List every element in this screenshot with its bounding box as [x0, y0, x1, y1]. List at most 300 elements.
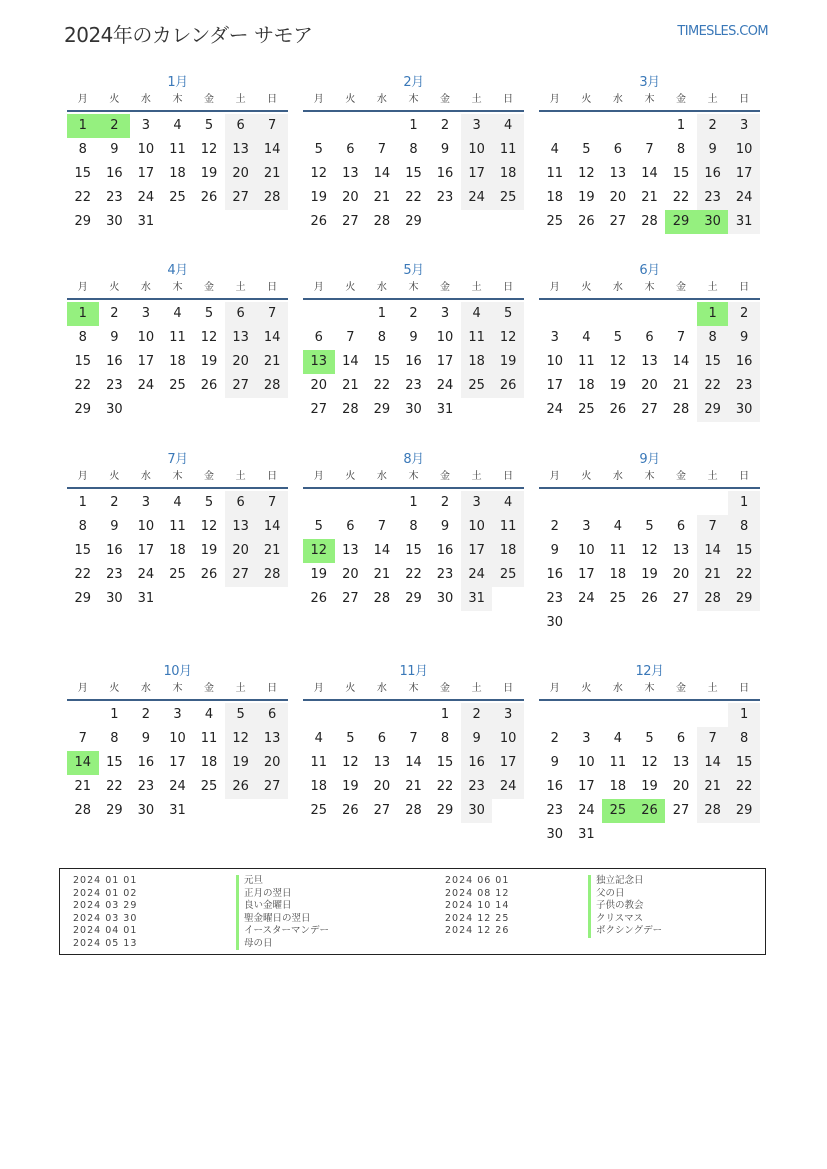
day-cell: 6 [314, 330, 323, 345]
day-cell: 22 [74, 378, 92, 393]
day-cell: 2 [110, 306, 119, 321]
empty-cell [571, 491, 603, 515]
weekday-label: 木 [172, 282, 183, 293]
weekday-label: 木 [172, 683, 183, 694]
day-cell: 16 [697, 162, 729, 186]
day-cell: 24 [137, 190, 155, 205]
day-cell: 30 [436, 591, 454, 606]
day-cell: 20 [641, 378, 658, 393]
weekday-header [303, 92, 524, 112]
day-cell: 30 [106, 402, 123, 417]
day-cell: 11 [169, 519, 186, 534]
legend-right-names [588, 875, 662, 938]
day-cell: 29 [728, 587, 760, 611]
day-cell: 13 [672, 755, 690, 770]
day-cell: 4 [173, 306, 182, 321]
weekday-label: 金 [204, 683, 215, 694]
day-cell: 2 [461, 703, 493, 727]
day-cell: 15 [436, 755, 454, 770]
weekday-header [67, 469, 288, 489]
day-cell: 5 [225, 703, 257, 727]
day-cell: 29 [436, 803, 454, 818]
empty-cell [303, 114, 335, 138]
day-cell: 17 [578, 779, 595, 794]
weekday-label: 月 [313, 94, 324, 105]
day-cell: 18 [578, 378, 595, 393]
day-cell: 29 [106, 803, 123, 818]
day-cell: 17 [137, 354, 155, 369]
day-cell: 16 [106, 543, 123, 558]
day-cell: 10 [169, 731, 186, 746]
day-cell: 6 [377, 731, 387, 746]
day-cell: 5 [492, 302, 524, 326]
day-cell: 10 [578, 755, 595, 770]
day-cell: 25 [461, 374, 493, 398]
day-cell: 4 [613, 519, 623, 534]
day-cell: 25 [200, 779, 218, 794]
day-cell: 22 [728, 563, 760, 587]
weekday-label: 水 [612, 282, 623, 293]
day-cell: 17 [169, 755, 186, 770]
day-cell: 15 [106, 755, 123, 770]
day-cell: 24 [461, 186, 493, 210]
weekday-label: 火 [581, 94, 592, 105]
day-cell: 27 [256, 775, 288, 799]
empty-cell [539, 703, 571, 727]
day-cell: 28 [74, 803, 92, 818]
month-3 [539, 74, 760, 234]
month-name: 4月 [167, 263, 188, 278]
weekday-label: 日 [739, 471, 750, 482]
day-cell: 18 [169, 354, 186, 369]
day-cell: 13 [641, 354, 658, 369]
day-cell: 27 [225, 563, 257, 587]
weekday-label: 月 [313, 471, 324, 482]
day-cell: 21 [697, 775, 729, 799]
month-2 [303, 74, 524, 234]
weekday-label: 木 [644, 94, 655, 105]
weekday-label: 木 [644, 471, 655, 482]
day-cell: 19 [609, 378, 627, 393]
day-cell: 26 [634, 799, 666, 823]
weekday-label: 火 [581, 282, 592, 293]
day-cell: 1 [377, 306, 387, 321]
weekday-label: 木 [644, 282, 655, 293]
day-cell: 30 [728, 398, 760, 422]
weekday-label: 水 [376, 94, 387, 105]
day-cell: 17 [578, 567, 595, 582]
day-cell: 5 [314, 519, 323, 534]
weekday-label: 土 [471, 471, 482, 482]
day-cell: 6 [225, 302, 257, 326]
day-cell: 7 [676, 330, 686, 345]
empty-cell [398, 703, 430, 727]
weekday-label: 水 [612, 471, 623, 482]
day-cell: 23 [106, 190, 123, 205]
legend-left-names [236, 875, 329, 950]
weekday-label: 日 [267, 471, 278, 482]
month-8 [303, 451, 524, 611]
month-10 [67, 663, 288, 823]
weekday-label: 土 [235, 282, 246, 293]
day-cell: 9 [728, 326, 760, 350]
day-grid [67, 491, 288, 611]
weekday-label: 月 [549, 282, 560, 293]
day-cell: 20 [609, 190, 627, 205]
day-cell: 20 [373, 779, 391, 794]
day-cell: 15 [728, 539, 760, 563]
month-9 [539, 451, 760, 635]
day-cell: 21 [672, 378, 690, 393]
day-cell: 8 [78, 142, 87, 157]
day-cell: 30 [405, 402, 422, 417]
empty-cell [602, 703, 634, 727]
day-cell: 13 [342, 543, 359, 558]
day-cell: 12 [609, 354, 627, 369]
empty-cell [335, 302, 367, 326]
day-cell: 22 [373, 378, 391, 393]
day-cell: 14 [373, 166, 391, 181]
empty-cell [634, 114, 666, 138]
day-cell: 30 [546, 615, 564, 630]
day-cell: 12 [641, 543, 658, 558]
day-cell: 9 [110, 142, 119, 157]
empty-cell [539, 114, 571, 138]
day-cell: 28 [256, 374, 288, 398]
day-cell: 15 [74, 543, 92, 558]
day-cell: 6 [256, 703, 288, 727]
day-cell: 17 [461, 162, 493, 186]
day-cell: 26 [578, 214, 595, 229]
day-cell: 6 [225, 491, 257, 515]
day-cell: 18 [546, 190, 564, 205]
weekday-label: 土 [235, 683, 246, 694]
day-cell: 19 [200, 354, 218, 369]
day-cell: 21 [256, 162, 288, 186]
empty-cell [634, 703, 666, 727]
day-cell: 15 [405, 166, 422, 181]
empty-cell [539, 302, 571, 326]
day-cell: 19 [641, 567, 658, 582]
day-cell: 14 [641, 166, 658, 181]
empty-cell [602, 302, 634, 326]
day-cell: 24 [436, 378, 454, 393]
empty-cell [67, 703, 99, 727]
empty-cell [571, 703, 603, 727]
legend-date: 2024 05 13 [73, 937, 138, 949]
day-cell: 7 [697, 727, 729, 751]
day-cell: 1 [440, 707, 450, 722]
weekday-label: 火 [109, 683, 120, 694]
day-cell: 22 [672, 190, 690, 205]
day-cell: 3 [461, 491, 493, 515]
legend-holiday-name: イースターマンデー [236, 925, 329, 938]
day-cell: 12 [200, 519, 218, 534]
day-cell: 22 [405, 567, 422, 582]
day-cell: 26 [225, 775, 257, 799]
day-cell: 3 [440, 306, 450, 321]
day-cell: 21 [373, 190, 391, 205]
empty-cell [571, 114, 603, 138]
day-cell: 14 [672, 354, 690, 369]
day-cell: 29 [697, 398, 729, 422]
day-cell: 10 [461, 138, 493, 162]
weekday-label: 月 [313, 282, 324, 293]
day-cell: 1 [67, 302, 99, 326]
month-name: 9月 [639, 452, 660, 467]
day-cell: 27 [641, 402, 658, 417]
month-name: 8月 [403, 452, 424, 467]
day-cell: 2 [440, 118, 450, 133]
day-cell: 7 [377, 142, 387, 157]
day-cell: 26 [492, 374, 524, 398]
weekday-label: 金 [440, 94, 451, 105]
day-cell: 9 [110, 330, 119, 345]
weekday-label: 月 [549, 471, 560, 482]
day-cell: 27 [310, 402, 328, 417]
day-cell: 8 [409, 519, 418, 534]
day-cell: 19 [578, 190, 595, 205]
site-name[interactable]: TIMESLES.COM [677, 24, 768, 39]
day-cell: 28 [256, 186, 288, 210]
day-cell: 13 [672, 543, 690, 558]
empty-cell [634, 491, 666, 515]
day-grid [539, 703, 760, 847]
weekday-label: 日 [739, 683, 750, 694]
day-cell: 24 [137, 378, 155, 393]
day-cell: 27 [342, 591, 359, 606]
day-grid [67, 302, 288, 422]
day-cell: 30 [697, 210, 729, 234]
day-grid [303, 703, 524, 823]
day-cell: 17 [137, 543, 155, 558]
day-cell: 5 [204, 495, 214, 510]
day-cell: 20 [225, 350, 257, 374]
day-cell: 2 [728, 302, 760, 326]
legend-holiday-name: 独立記念日 [588, 875, 662, 888]
day-cell: 22 [436, 779, 454, 794]
day-cell: 20 [256, 751, 288, 775]
weekday-label: 日 [267, 282, 278, 293]
page-title: 2024年のカレンダー サモア [64, 23, 313, 47]
day-cell: 8 [409, 142, 418, 157]
weekday-label: 木 [172, 94, 183, 105]
day-cell: 3 [728, 114, 760, 138]
legend-date: 2024 01 02 [73, 887, 138, 899]
weekday-label: 水 [376, 683, 387, 694]
empty-cell [697, 703, 729, 727]
day-cell: 19 [342, 779, 359, 794]
weekday-label: 金 [676, 94, 687, 105]
day-cell: 9 [461, 727, 493, 751]
day-cell: 3 [461, 114, 493, 138]
day-cell: 7 [256, 114, 288, 138]
day-cell: 30 [137, 803, 155, 818]
holiday-legend [59, 868, 766, 955]
day-cell: 15 [74, 354, 92, 369]
day-cell: 1 [697, 302, 729, 326]
weekday-header [67, 681, 288, 701]
weekday-header [539, 469, 760, 489]
day-cell: 24 [578, 803, 595, 818]
day-cell: 5 [204, 306, 214, 321]
legend-holiday-name: ボクシングデー [588, 925, 662, 938]
day-cell: 3 [173, 707, 182, 722]
day-cell: 27 [342, 214, 359, 229]
day-cell: 10 [436, 330, 454, 345]
day-cell: 4 [550, 142, 559, 157]
weekday-header [67, 92, 288, 112]
day-cell: 29 [405, 214, 422, 229]
empty-cell [303, 302, 335, 326]
day-cell: 28 [373, 214, 391, 229]
day-cell: 3 [141, 306, 151, 321]
day-cell: 10 [492, 727, 524, 751]
weekday-label: 日 [503, 471, 514, 482]
weekday-label: 金 [440, 471, 451, 482]
day-cell: 19 [310, 567, 328, 582]
weekday-label: 火 [345, 282, 356, 293]
empty-cell [303, 703, 335, 727]
day-cell: 24 [137, 567, 155, 582]
weekday-label: 水 [140, 282, 151, 293]
day-cell: 16 [436, 543, 454, 558]
day-cell: 23 [697, 186, 729, 210]
day-cell: 20 [225, 162, 257, 186]
weekday-label: 土 [471, 683, 482, 694]
day-cell: 6 [645, 330, 654, 345]
day-cell: 17 [492, 751, 524, 775]
day-cell: 1 [78, 495, 87, 510]
weekday-label: 火 [345, 94, 356, 105]
day-cell: 14 [697, 751, 729, 775]
weekday-label: 金 [440, 683, 451, 694]
day-cell: 29 [74, 402, 92, 417]
day-cell: 20 [342, 190, 359, 205]
weekday-label: 水 [376, 471, 387, 482]
day-cell: 8 [728, 515, 760, 539]
day-cell: 16 [106, 354, 123, 369]
day-cell: 12 [641, 755, 658, 770]
day-cell: 9 [440, 519, 450, 534]
day-cell: 11 [546, 166, 564, 181]
weekday-header [539, 92, 760, 112]
day-cell: 7 [697, 515, 729, 539]
weekday-label: 月 [77, 683, 88, 694]
day-cell: 23 [405, 378, 422, 393]
month-name: 1月 [167, 75, 188, 90]
weekday-label: 土 [235, 471, 246, 482]
legend-date: 2024 01 01 [73, 875, 138, 886]
month-11 [303, 663, 524, 823]
day-cell: 4 [613, 731, 623, 746]
day-cell: 27 [225, 374, 257, 398]
day-grid [539, 114, 760, 234]
day-cell: 5 [645, 519, 654, 534]
day-cell: 9 [409, 330, 418, 345]
weekday-label: 火 [109, 282, 120, 293]
day-cell: 4 [173, 495, 182, 510]
day-cell: 1 [409, 495, 418, 510]
day-cell: 3 [141, 118, 151, 133]
day-cell: 6 [676, 731, 686, 746]
day-grid [67, 114, 288, 234]
day-cell: 12 [578, 166, 595, 181]
legend-date: 2024 03 29 [73, 900, 138, 911]
month-name: 11月 [399, 664, 428, 679]
day-cell: 17 [436, 354, 454, 369]
day-cell: 2 [99, 114, 131, 138]
day-cell: 31 [461, 587, 493, 611]
day-cell: 13 [225, 138, 257, 162]
day-cell: 14 [256, 515, 288, 539]
empty-cell [665, 302, 697, 326]
month-6 [539, 262, 760, 422]
day-cell: 3 [582, 519, 591, 534]
day-cell: 22 [697, 374, 729, 398]
empty-cell [697, 491, 729, 515]
day-cell: 15 [405, 543, 422, 558]
day-cell: 23 [461, 775, 493, 799]
weekday-label: 日 [503, 282, 514, 293]
day-cell: 4 [461, 302, 493, 326]
day-cell: 9 [440, 142, 450, 157]
day-cell: 28 [342, 402, 359, 417]
day-cell: 15 [74, 166, 92, 181]
empty-cell [634, 302, 666, 326]
weekday-label: 月 [549, 683, 560, 694]
day-cell: 8 [728, 727, 760, 751]
day-cell: 19 [310, 190, 328, 205]
weekday-label: 金 [204, 282, 215, 293]
empty-cell [335, 703, 367, 727]
day-cell: 26 [310, 591, 328, 606]
weekday-label: 月 [77, 471, 88, 482]
day-cell: 25 [602, 799, 634, 823]
day-cell: 22 [106, 779, 123, 794]
weekday-label: 水 [612, 683, 623, 694]
day-cell: 8 [78, 330, 87, 345]
day-cell: 9 [697, 138, 729, 162]
day-cell: 20 [342, 567, 359, 582]
day-cell: 29 [405, 591, 422, 606]
day-cell: 25 [310, 803, 328, 818]
day-cell: 28 [697, 799, 729, 823]
day-cell: 13 [373, 755, 391, 770]
day-cell: 4 [492, 491, 524, 515]
day-cell: 14 [256, 138, 288, 162]
day-cell: 8 [377, 330, 387, 345]
day-cell: 5 [613, 330, 623, 345]
day-cell: 31 [137, 214, 155, 229]
day-cell: 4 [204, 707, 214, 722]
weekday-label: 木 [644, 683, 655, 694]
day-cell: 7 [78, 731, 87, 746]
day-cell: 10 [728, 138, 760, 162]
legend-date: 2024 03 30 [73, 912, 138, 924]
day-cell: 11 [310, 755, 328, 770]
legend-holiday-name: 良い金曜日 [236, 900, 329, 913]
day-cell: 1 [676, 118, 686, 133]
day-cell: 16 [436, 166, 454, 181]
day-cell: 28 [373, 591, 391, 606]
empty-cell [335, 114, 367, 138]
day-cell: 5 [582, 142, 591, 157]
day-cell: 23 [137, 779, 155, 794]
day-cell: 26 [200, 190, 218, 205]
weekday-label: 月 [77, 94, 88, 105]
empty-cell [366, 114, 398, 138]
